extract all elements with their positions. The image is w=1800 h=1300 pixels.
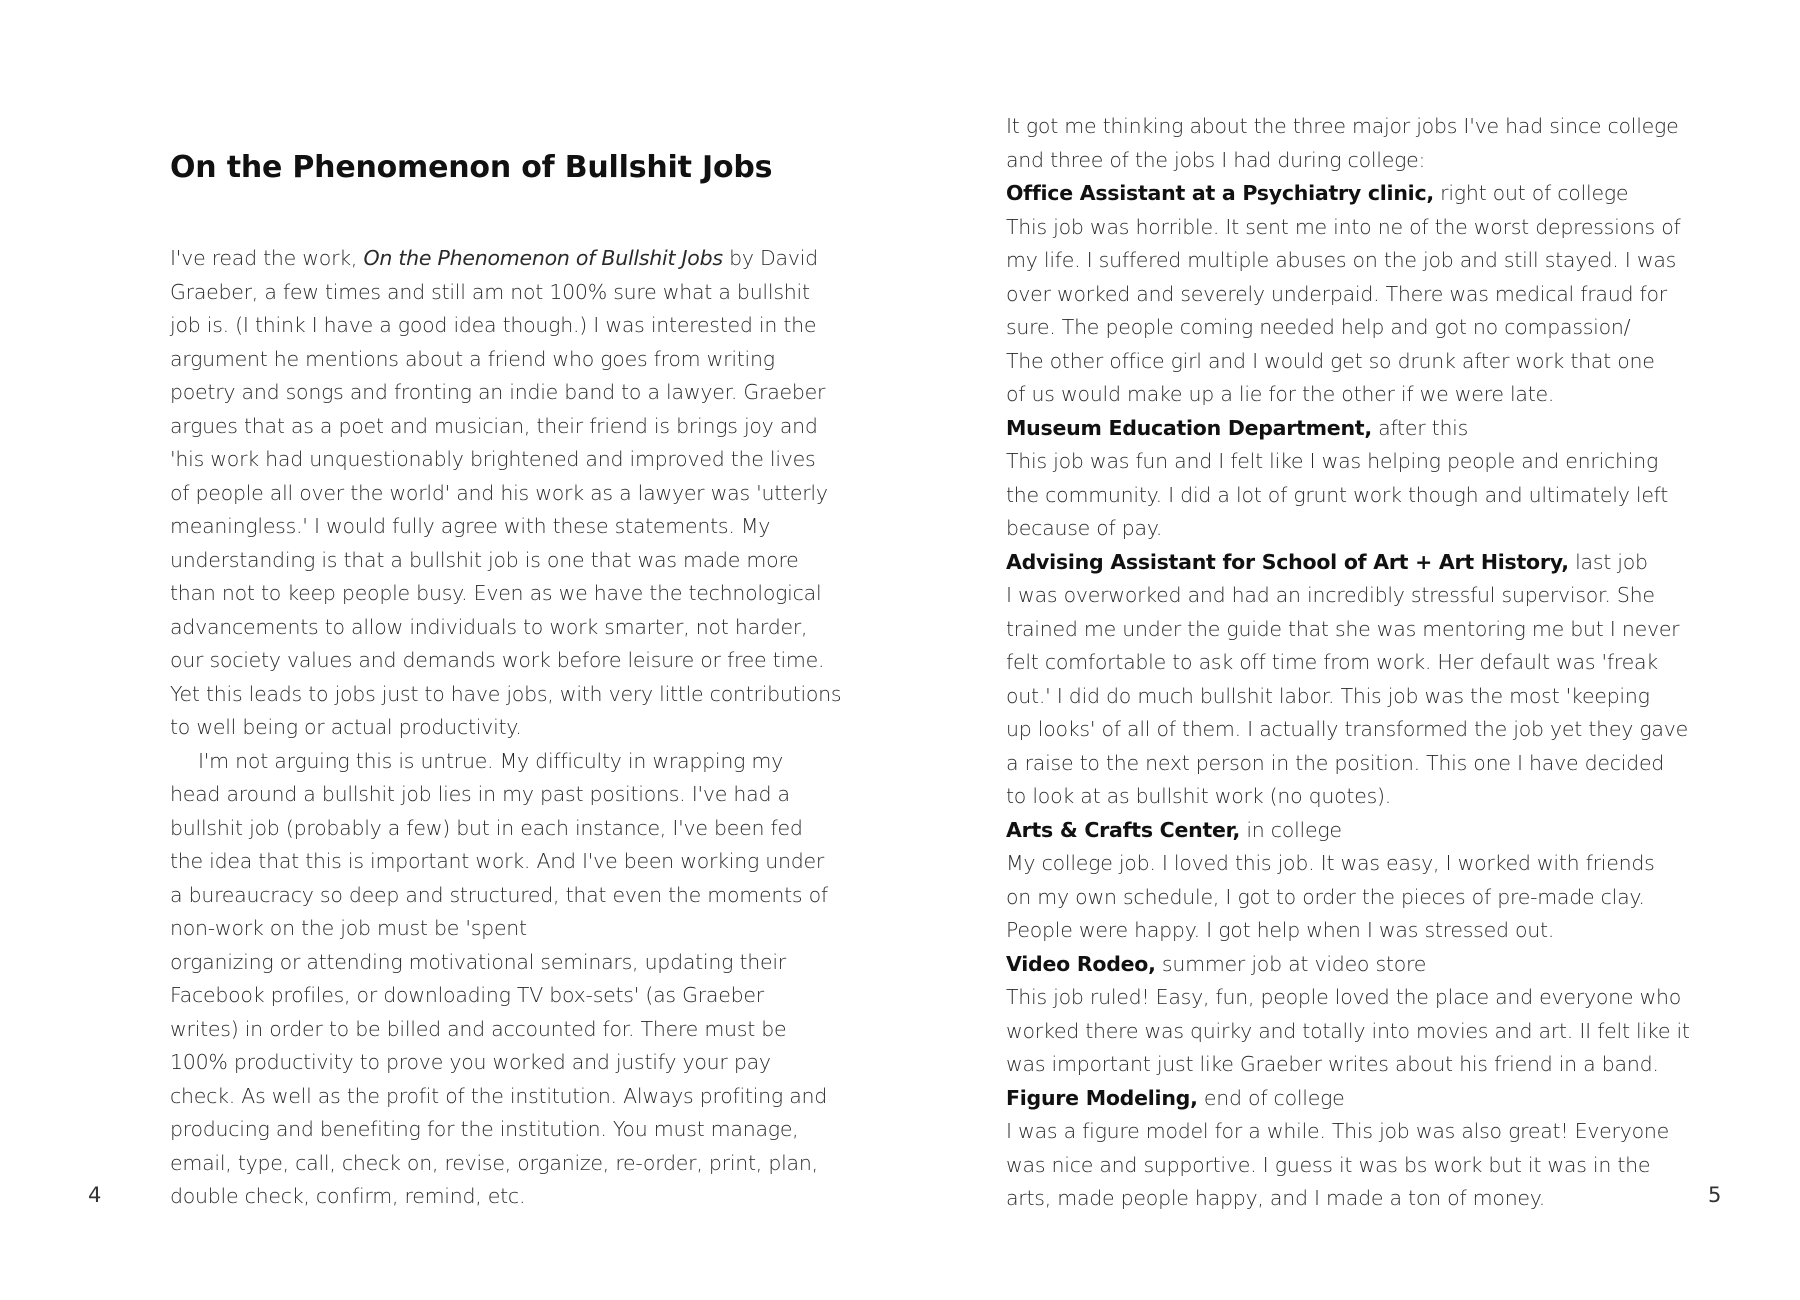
paragraph-line (1006, 512, 1666, 546)
line-text: felt comfortable to ask off time from work. Her default was 'freak (1006, 650, 1658, 674)
paragraph-line: organizing or attending motivational seminars, updating their (170, 949, 786, 974)
paragraph-line: email, type, call, check on, revise, organize, re-order, print, plan, (170, 1150, 818, 1175)
paragraph-line (1006, 713, 1688, 747)
paragraph-line: I'm not arguing this is untrue. My difficulty in wrapping my (198, 748, 784, 773)
job-context: end of college (1197, 1085, 1345, 1110)
paragraph-line (1006, 278, 1666, 312)
right-body-text (1006, 110, 1690, 1216)
line-text: on my own schedule, I got to order the pieces of pre-made clay. (1006, 884, 1645, 909)
paragraph-line: the idea that this is important work. And I've been working under (170, 849, 825, 873)
right-page (900, 0, 1800, 1300)
line-text: out.' I did do much bullshit labor. This job was the most 'keeping (1006, 683, 1650, 708)
paragraph-line (1006, 110, 1679, 144)
paragraph-line: Facebook profiles, or downloading TV box-sets' (as Graeber (170, 983, 764, 1007)
paragraph-line: meaningless.' I would fully agree with these statements. My (170, 514, 771, 538)
line-text: was nice and supportive. I guess it was bs work but it was in the (1006, 1152, 1651, 1177)
job-context: after this (1371, 415, 1469, 440)
paragraph-line (1006, 847, 1666, 881)
paragraph-line: poetry and songs and fronting an indie band to a lawyer. Graeber (170, 380, 826, 404)
job-heading-line (1006, 1082, 1666, 1116)
line-text: The other office girl and I would get so drunk after work that one (1006, 348, 1655, 373)
line-text: sure. The people coming needed help and got no compassion/ (1006, 315, 1631, 339)
paragraph-line (1006, 747, 1666, 781)
paragraph-line: Yet this leads to jobs just to have jobs, with very little contributions (170, 681, 842, 706)
paragraph-line (1006, 378, 1666, 412)
line-text: trained me under the guide that she was mentoring me but I never (1006, 616, 1680, 641)
paragraph-line (1006, 1115, 1669, 1149)
paragraph-line (1006, 144, 1666, 178)
line-text: was important just like Graeber writes about his friend in a band. (1006, 1052, 1659, 1076)
paragraph-line: non-work on the job must be 'spent (170, 916, 527, 940)
paragraph-line: writes) in order to be billed and accounted for. There must be (170, 1016, 787, 1041)
line-text: of us would make up a lie for the other if we were late. (1006, 382, 1555, 406)
job-context: last job (1568, 549, 1648, 574)
line-text: and three of the jobs I had during college: (1006, 147, 1426, 172)
paragraph-line (1006, 311, 1666, 345)
page-number: 4 (88, 1183, 102, 1207)
paragraph-line (1006, 981, 1682, 1015)
paragraph-line: 'his work had unquestionably brightened and improved the lives (170, 447, 816, 471)
paragraph-line: of people all over the world' and his work as a lawyer was 'utterly (170, 480, 828, 505)
paragraph-line (1006, 345, 1666, 379)
paragraph-line (1006, 1182, 1666, 1216)
paragraph-line: to well being or actual productivity. (170, 715, 522, 739)
line-text: This job ruled! Easy, fun, people loved the place and everyone who (1006, 985, 1682, 1009)
line-text: My college job. I loved this job. It was easy, I worked with friends (1006, 851, 1655, 875)
job-context: right out of college (1433, 181, 1629, 205)
paragraph-line: job is. (I think I have a good idea though.) I was interested in the (170, 313, 817, 337)
job-context: in college (1240, 817, 1342, 842)
line-text: to look at as bullshit work (no quotes). (1006, 784, 1392, 808)
paragraph-line: double check, confirm, remind, etc. (170, 1184, 526, 1208)
paragraph-line (1006, 579, 1666, 613)
paragraph-line (1006, 445, 1666, 479)
line-text: This job was horrible. It sent me into ne of the worst depressions of (1006, 214, 1681, 239)
line-text: It got me thinking about the three major jobs I've had since college (1006, 114, 1679, 138)
job-heading-line (1006, 814, 1666, 848)
job-heading-line (1006, 412, 1666, 446)
paragraph-line (1006, 780, 1666, 814)
paragraph-line (1006, 211, 1681, 245)
job-title: Figure Modeling, (1006, 1085, 1198, 1110)
paragraph-line: I've read the work, On the Phenomenon of Bullshit Jobs by David (170, 246, 818, 270)
paragraph-line: argument he mentions about a friend who goes from writing (170, 346, 775, 371)
paragraph-line (1006, 479, 1669, 513)
line-text: a raise to the next person in the position. This one I have decided (1006, 750, 1665, 775)
paragraph-line (1006, 914, 1666, 948)
paragraph-line: 100% productivity to prove you worked and justify your pay (170, 1050, 771, 1074)
paragraph-line (1006, 646, 1666, 680)
paragraph-line: advancements to allow individuals to work smarter, not harder, (170, 614, 808, 639)
paragraph-line: Graeber, a few times and still am not 100% sure what a bullshit (170, 279, 810, 304)
job-heading-line (1006, 948, 1666, 982)
line-text: over worked and severely underpaid. There was medical fraud for (1006, 281, 1667, 306)
line-text: I was overworked and had an incredibly stressful supervisor. She (1006, 583, 1655, 607)
job-context: summer job at video store (1155, 951, 1427, 976)
line-text: because of pay. (1006, 516, 1163, 540)
job-title: Video Rodeo, (1006, 951, 1156, 976)
paragraph-line: a bureaucracy so deep and structured, that even the moments of (170, 882, 828, 907)
paragraph-line (1006, 1015, 1690, 1049)
line-text: This job was fun and I felt like I was helping people and enriching (1006, 449, 1659, 473)
paragraph-line: argues that as a poet and musician, their friend is brings joy and (170, 413, 818, 438)
line-text: I was a figure model for a while. This job was also great! Everyone (1006, 1119, 1669, 1143)
left-body-text (170, 242, 842, 1214)
line-text: arts, made people happy, and I made a ton of money. (1006, 1186, 1546, 1210)
line-text: my life. I suffered multiple abuses on the job and still stayed. I was (1006, 248, 1677, 272)
job-heading-line (1006, 177, 1666, 211)
paragraph-line (1006, 1149, 1666, 1183)
paragraph-line: check. As well as the profit of the institution. Always profiting and (170, 1083, 828, 1108)
line-text: the community. I did a lot of grunt work though and ultimately left (1006, 482, 1669, 507)
page-title: On the Phenomenon of Bullshit Jobs (170, 150, 773, 185)
paragraph-line (1006, 881, 1666, 915)
paragraph-line: head around a bullshit job lies in my past positions. I've had a (170, 782, 790, 806)
paragraph-line: than not to keep people busy. Even as we have the technological (170, 581, 822, 605)
job-title: Office Assistant at a Psychiatry clinic, (1006, 181, 1434, 205)
line-text: worked there was quirky and totally into movies and art. II felt like it (1006, 1018, 1690, 1043)
page-number: 5 (1708, 1183, 1722, 1207)
paragraph-line (1006, 1048, 1666, 1082)
job-title: Arts & Crafts Center, (1006, 817, 1241, 842)
line-text: People were happy. I got help when I was stressed out. (1006, 918, 1555, 942)
paragraph-line: bullshit job (probably a few) but in each instance, I've been fed (170, 815, 803, 840)
paragraph-line: our society values and demands work before leisure or free time. (170, 648, 825, 672)
book-title-italic: On the Phenomenon of Bullshit Jobs (363, 246, 723, 270)
job-title: Advising Assistant for School of Art + Art History, (1006, 549, 1569, 574)
paragraph-line (1006, 613, 1680, 647)
paragraph-line: producing and benefiting for the institution. You must manage, (170, 1117, 799, 1141)
paragraph-line: understanding is that a bullshit job is one that was made more (170, 547, 799, 572)
line-text: up looks' of all of them. I actually transformed the job yet they gave (1006, 717, 1688, 741)
paragraph-line (1006, 244, 1677, 278)
job-heading-line (1006, 546, 1666, 580)
paragraph-line (1006, 680, 1666, 714)
job-title: Museum Education Department, (1006, 415, 1372, 440)
